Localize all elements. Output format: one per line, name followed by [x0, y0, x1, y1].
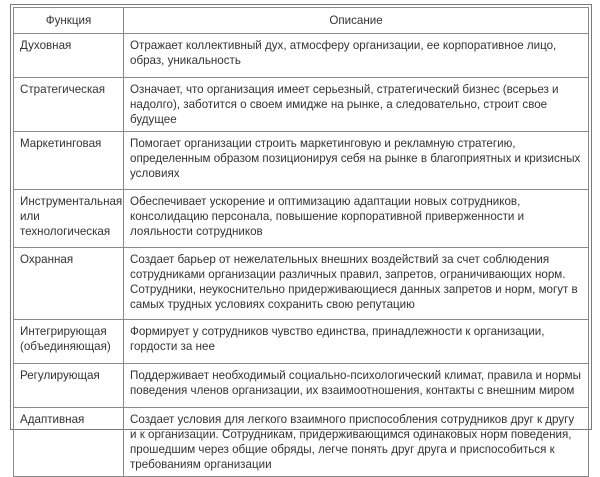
function-cell: Интегрирующая (объединяющая) — [14, 320, 124, 364]
function-cell: Охранная — [14, 248, 124, 320]
functions-table — [13, 7, 589, 477]
functions-table-frame — [10, 4, 592, 471]
table-row — [14, 408, 589, 477]
description-cell: Создает условия для легкого взаимного приспособления сотрудников друг к другу и к организации. Сотрудникам, придерживающимся одинаковых норм поведения, прошедшим через общие обряды, легче понять друг друга и приспособиться к требованиям организации — [124, 408, 589, 477]
table-row — [14, 78, 589, 132]
table-row — [14, 320, 589, 364]
table-row — [14, 248, 589, 320]
function-cell: Адаптивная — [14, 408, 124, 477]
function-cell: Регулирующая — [14, 364, 124, 408]
table-row — [14, 34, 589, 78]
header-description: Описание — [124, 8, 589, 34]
table-row — [14, 132, 589, 190]
description-cell: Поддерживает необходимый социально-психологический климат, правила и нормы поведения членов организации, их взаимоотношения, контакты с внешним миром — [124, 364, 589, 408]
description-cell: Обеспечивает ускорение и оптимизацию адаптации новых сотрудников, консолидацию персонала, повышение корпоративной приверженности и лояльности сотрудников — [124, 190, 589, 248]
function-cell: Маркетинговая — [14, 132, 124, 190]
description-cell: Отражает коллективный дух, атмосферу организации, ее корпоративное лицо, образ, уникальность — [124, 34, 589, 78]
description-cell: Формирует у сотрудников чувство единства, принадлежности к организации, гордости за нее — [124, 320, 589, 364]
description-cell: Помогает организации строить маркетинговую и рекламную стратегию, определенным образом позиционируя себя на рынке в благоприятных и кризисных условиях — [124, 132, 589, 190]
function-cell: Духовная — [14, 34, 124, 78]
table-row — [14, 190, 589, 248]
function-cell: Инструментальная или технологическая — [14, 190, 124, 248]
header-function: Функция — [14, 8, 124, 34]
table-row — [14, 364, 589, 408]
description-cell: Означает, что организация имеет серьезный, стратегический бизнес (всерьез и надолго), заботится о своем имидже на рынке, а следовательно, строит свое будущее — [124, 78, 589, 132]
description-cell: Создает барьер от нежелательных внешних воздействий за счет соблюдения сотрудниками организации различных правил, запретов, ограничивающих норм. Сотрудники, неукоснительно придерживающиеся данных запретов и норм, могут в самых трудных условиях сохранить свою репутацию — [124, 248, 589, 320]
function-cell: Стратегическая — [14, 78, 124, 132]
table-header-row — [14, 8, 589, 34]
